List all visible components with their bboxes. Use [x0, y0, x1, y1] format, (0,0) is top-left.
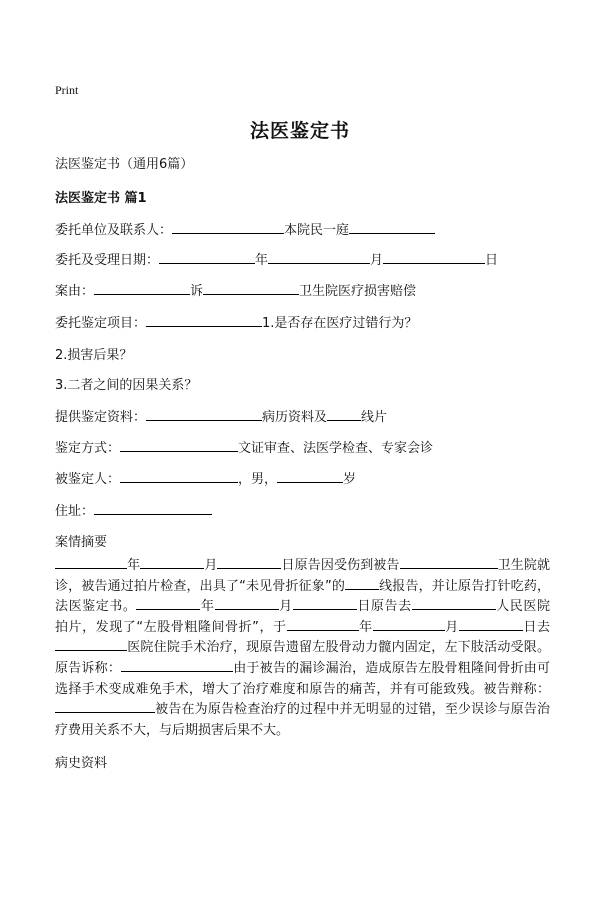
- field-items-label: 委托鉴定项目：: [55, 316, 147, 331]
- blank-materials-x: [327, 407, 361, 421]
- blank-date-year: [159, 250, 255, 264]
- blank-s13: [55, 638, 127, 651]
- field-date: [55, 249, 498, 268]
- summary-text: 卫生院就诊，被告通过拍片检查，出具了“未见骨折征象”的: [55, 558, 550, 594]
- blank-address: [94, 501, 212, 515]
- blank-s12: [459, 618, 523, 631]
- field-case-suffix: 卫生院医疗损害赔偿: [299, 284, 417, 299]
- summary-text: 医院住院手术治疗，现原告遗留左股骨动力髋内固定，左下肢活动受限。原告诉称：: [55, 640, 550, 676]
- blank-s6: [136, 597, 200, 610]
- field-date-month-unit: 月: [370, 253, 384, 268]
- field-case-mid: 诉: [190, 284, 204, 299]
- summary-text: 由于被告的漏诊漏治，造成原告左股骨粗隆间骨折由可选择手术变成难免手术，增大了治疗难度和原告的痛苦，并有可能致残。被告辩称：: [55, 660, 550, 697]
- field-method-suffix: 文证审查、法医学检查、专家会诊: [238, 441, 434, 456]
- field-person-label: 被鉴定人：: [55, 472, 121, 487]
- print-label: Print: [55, 83, 79, 97]
- summary-text: 人民医院拍片，发现了“左股骨粗隆间骨折”，于: [55, 599, 550, 635]
- field-date-year-unit: 年: [255, 253, 269, 268]
- summary-heading: 案情摘要: [55, 535, 108, 550]
- field-method: [55, 437, 433, 456]
- field-person: [55, 468, 356, 487]
- blank-s7: [215, 597, 279, 610]
- blank-case-plaintiff: [94, 281, 190, 295]
- blank-s3: [217, 556, 281, 569]
- blank-entrust-unit: [172, 220, 284, 234]
- field-address-label: 住址：: [55, 504, 95, 519]
- summary-text: 月: [444, 619, 459, 635]
- field-entrust-suffix: 本院民一庭: [284, 223, 350, 238]
- field-address: [55, 500, 212, 519]
- blank-date-day: [383, 250, 485, 264]
- summary-text: 年: [200, 599, 215, 615]
- summary-text: 线报告，并让原告打针吃药，法医鉴定书。: [55, 578, 550, 615]
- summary-text: 日去: [522, 619, 550, 635]
- field-materials: [55, 406, 387, 425]
- field-entrust-label: 委托单位及联系人：: [55, 223, 173, 238]
- blank-person-name: [120, 469, 238, 483]
- blank-entrust-contact: [349, 220, 435, 234]
- field-materials-mid: 病历资料及: [262, 410, 328, 425]
- field-date-day-unit: 日: [485, 253, 499, 268]
- field-person-mid: ，男，: [238, 472, 278, 487]
- blank-s10: [287, 618, 359, 631]
- field-person-suffix: 岁: [343, 472, 357, 487]
- blank-items: [146, 313, 262, 327]
- field-date-label: 委托及受理日期：: [55, 253, 160, 268]
- field-materials-label: 提供鉴定资料：: [55, 410, 147, 425]
- blank-s4: [400, 556, 498, 569]
- summary-text: 月: [278, 599, 293, 615]
- summary-text: 月: [204, 558, 218, 573]
- blank-case-defendant: [203, 281, 299, 295]
- field-materials-suffix: 线片: [361, 410, 388, 425]
- blank-person-age: [277, 469, 343, 483]
- field-case: [55, 280, 416, 299]
- summary-text: 年: [358, 619, 373, 635]
- blank-s14: [121, 659, 233, 672]
- blank-s8: [293, 597, 357, 610]
- blank-s5: [345, 577, 379, 590]
- blank-s11: [373, 618, 445, 631]
- field-entrust: [55, 219, 435, 238]
- summary-text: 年: [127, 558, 141, 573]
- document-title: 法医鉴定书: [249, 120, 350, 142]
- item-q2: 2.损害后果？: [55, 348, 133, 363]
- summary-paragraph: [55, 556, 550, 741]
- blank-s15: [55, 700, 155, 713]
- field-case-label: 案由：: [55, 284, 95, 299]
- item-q3: 3.二者之间的因果关系？: [55, 378, 198, 393]
- blank-date-month: [268, 250, 370, 264]
- field-items: [55, 312, 417, 331]
- document-subtitle: 法医鉴定书（通用6篇）: [55, 157, 194, 172]
- blank-method: [120, 438, 238, 452]
- blank-s9: [412, 597, 496, 610]
- blank-s1: [55, 556, 127, 569]
- field-items-q1: 1.是否存在医疗过错行为？: [262, 316, 418, 331]
- summary-text: 日原告去: [356, 599, 412, 615]
- section-title: 法医鉴定书 篇1: [55, 191, 147, 206]
- summary-text: 日原告因受伤到被告: [281, 558, 400, 573]
- blank-s2: [140, 556, 204, 569]
- field-method-label: 鉴定方式：: [55, 441, 121, 456]
- blank-materials: [146, 407, 262, 421]
- history-heading: 病史资料: [55, 756, 108, 771]
- summary-text: 被告在为原告检查治疗的过程中并无明显的过错，至少误诊与原告治疗费用关系不大，与后期损害后果不大。: [55, 702, 550, 738]
